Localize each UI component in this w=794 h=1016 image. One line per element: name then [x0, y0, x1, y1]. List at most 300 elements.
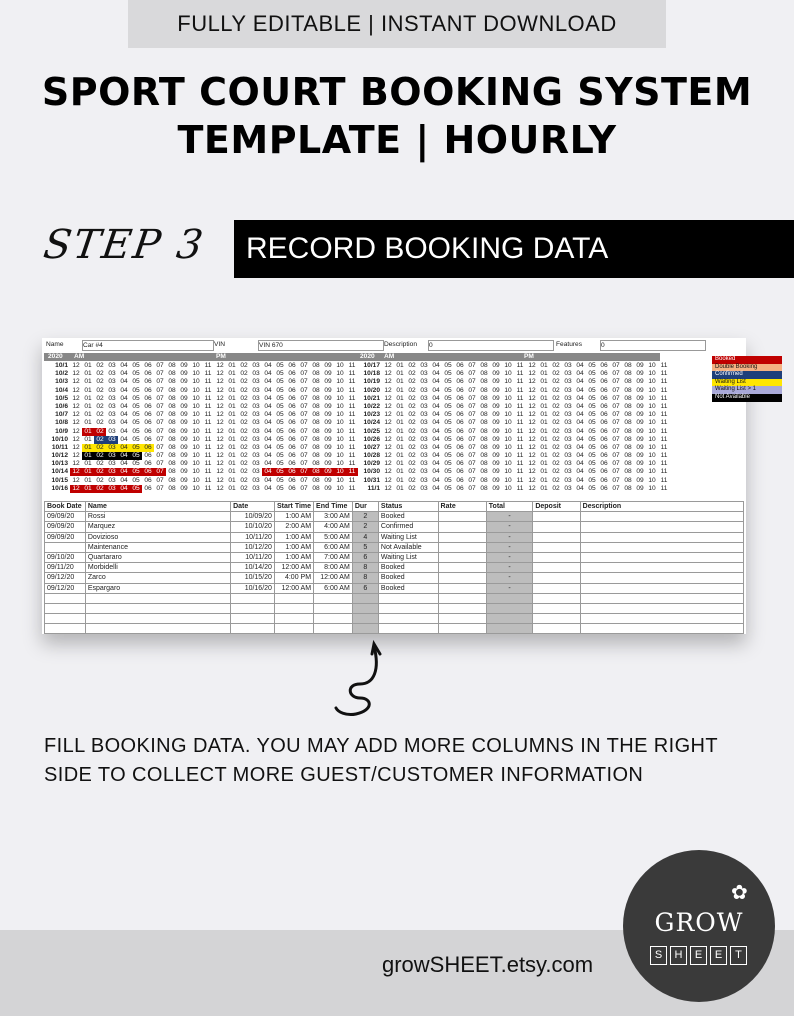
calendar-hour-cell[interactable]: 02 — [552, 452, 560, 460]
calendar-hour-cell[interactable]: 12 — [528, 378, 536, 386]
calendar-hour-cell[interactable]: 08 — [624, 452, 632, 460]
table-cell[interactable]: - — [486, 563, 533, 573]
calendar-hour-cell[interactable]: 08 — [312, 419, 320, 427]
table-cell[interactable] — [231, 624, 275, 634]
calendar-hour-cell[interactable]: 01 — [82, 452, 94, 460]
calendar-hour-cell[interactable]: 09 — [180, 476, 188, 484]
calendar-hour-cell[interactable]: 02 — [552, 476, 560, 484]
calendar-hour-cell[interactable]: 04 — [120, 370, 128, 378]
calendar-hour-cell[interactable]: 12 — [528, 402, 536, 410]
calendar-hour-cell[interactable]: 10 — [192, 443, 200, 451]
table-cell[interactable]: - — [486, 542, 533, 552]
calendar-hour-cell[interactable]: 11 — [660, 394, 668, 402]
table-cell[interactable]: Booked — [378, 583, 438, 593]
calendar-hour-cell[interactable]: 02 — [240, 460, 248, 468]
table-cell[interactable] — [231, 603, 275, 613]
calendar-hour-cell[interactable]: 12 — [216, 468, 224, 476]
calendar-hour-cell[interactable]: 08 — [168, 411, 176, 419]
calendar-hour-cell[interactable]: 03 — [420, 370, 428, 378]
calendar-hour-cell[interactable]: 03 — [564, 370, 572, 378]
calendar-hour-cell[interactable]: 02 — [552, 435, 560, 443]
calendar-hour-cell[interactable]: 05 — [588, 362, 596, 369]
calendar-hour-cell[interactable]: 08 — [624, 386, 632, 394]
calendar-hour-cell[interactable]: 12 — [72, 370, 80, 378]
table-cell[interactable]: 5:00 AM — [314, 532, 353, 542]
calendar-hour-cell[interactable]: 05 — [130, 485, 142, 493]
calendar-hour-cell[interactable]: 01 — [540, 484, 548, 492]
calendar-hour-cell[interactable]: 09 — [492, 386, 500, 394]
calendar-hour-cell[interactable]: 06 — [288, 411, 296, 419]
calendar-hour-cell[interactable]: 02 — [94, 444, 106, 452]
table-cell[interactable]: 3:00 AM — [314, 512, 353, 522]
calendar-hour-cell[interactable]: 04 — [432, 468, 440, 476]
calendar-hour-cell[interactable]: 10 — [504, 386, 512, 394]
table-cell[interactable] — [533, 522, 580, 532]
calendar-hour-cell[interactable]: 03 — [108, 394, 116, 402]
calendar-hour-cell[interactable]: 05 — [444, 460, 452, 468]
calendar-hour-cell[interactable]: 03 — [564, 394, 572, 402]
calendar-hour-cell[interactable]: 01 — [396, 484, 404, 492]
calendar-hour-cell[interactable]: 09 — [636, 484, 644, 492]
calendar-hour-cell[interactable]: 06 — [144, 484, 152, 492]
table-cell[interactable]: 10/14/20 — [231, 563, 275, 573]
calendar-hour-cell[interactable]: 12 — [528, 435, 536, 443]
calendar-hour-cell[interactable]: 06 — [456, 468, 464, 476]
calendar-hour-cell[interactable]: 09 — [636, 394, 644, 402]
calendar-hour-cell[interactable]: 04 — [576, 411, 584, 419]
calendar-hour-cell[interactable]: 03 — [420, 362, 428, 369]
table-cell[interactable]: 8:00 AM — [314, 563, 353, 573]
table-cell[interactable] — [438, 603, 486, 613]
calendar-hour-cell[interactable]: 06 — [144, 419, 152, 427]
calendar-hour-cell[interactable]: 01 — [228, 435, 236, 443]
calendar-hour-cell[interactable]: 10 — [648, 468, 656, 476]
calendar-hour-cell[interactable]: 03 — [564, 411, 572, 419]
calendar-hour-cell[interactable]: 02 — [408, 435, 416, 443]
calendar-hour-cell[interactable]: 06 — [144, 386, 152, 394]
calendar-hour-cell[interactable]: 09 — [324, 386, 332, 394]
table-cell[interactable] — [533, 603, 580, 613]
table-row[interactable] — [45, 552, 744, 562]
calendar-hour-cell[interactable]: 11 — [660, 370, 668, 378]
calendar-hour-cell[interactable]: 03 — [420, 427, 428, 435]
calendar-hour-cell[interactable]: 09 — [180, 402, 188, 410]
calendar-hour-cell[interactable]: 04 — [432, 419, 440, 427]
table-cell[interactable] — [580, 573, 743, 583]
calendar-hour-cell[interactable]: 12 — [216, 427, 224, 435]
calendar-hour-cell[interactable]: 01 — [228, 411, 236, 419]
calendar-hour-cell[interactable]: 02 — [240, 476, 248, 484]
calendar-hour-cell[interactable]: 02 — [408, 468, 416, 476]
calendar-hour-cell[interactable]: 12 — [72, 378, 80, 386]
calendar-hour-cell[interactable]: 12 — [216, 411, 224, 419]
calendar-hour-cell[interactable]: 07 — [156, 411, 164, 419]
calendar-hour-cell[interactable]: 11 — [204, 443, 212, 451]
calendar-hour-cell[interactable]: 08 — [312, 427, 320, 435]
table-cell[interactable] — [486, 603, 533, 613]
calendar-hour-cell[interactable]: 03 — [252, 452, 260, 460]
calendar-hour-cell[interactable]: 10 — [334, 468, 346, 476]
calendar-hour-cell[interactable]: 02 — [408, 411, 416, 419]
calendar-hour-cell[interactable]: 12 — [216, 484, 224, 492]
calendar-hour-cell[interactable]: 08 — [168, 443, 176, 451]
calendar-hour-cell[interactable]: 08 — [168, 427, 176, 435]
calendar-hour-cell[interactable]: 12 — [72, 476, 80, 484]
calendar-hour-cell[interactable]: 11 — [204, 362, 212, 369]
calendar-hour-cell[interactable]: 12 — [528, 362, 536, 369]
table-cell[interactable] — [45, 603, 86, 613]
calendar-hour-cell[interactable]: 08 — [312, 370, 320, 378]
calendar-hour-cell[interactable]: 04 — [118, 485, 130, 493]
table-cell[interactable]: Not Available — [378, 542, 438, 552]
calendar-hour-cell[interactable]: 01 — [540, 378, 548, 386]
calendar-hour-cell[interactable]: 06 — [600, 468, 608, 476]
calendar-hour-cell[interactable]: 11 — [516, 452, 524, 460]
calendar-hour-cell[interactable]: 12 — [72, 435, 80, 443]
calendar-hour-cell[interactable]: 09 — [636, 378, 644, 386]
calendar-hour-cell[interactable]: 03 — [252, 402, 260, 410]
calendar-hour-cell[interactable]: 05 — [276, 362, 284, 369]
calendar-hour-cell[interactable]: 04 — [264, 443, 272, 451]
table-row[interactable] — [45, 593, 744, 603]
calendar-hour-cell[interactable]: 03 — [252, 476, 260, 484]
calendar-hour-cell[interactable]: 07 — [468, 419, 476, 427]
calendar-hour-cell[interactable]: 10 — [648, 402, 656, 410]
calendar-hour-cell[interactable]: 10 — [648, 484, 656, 492]
calendar-hour-cell[interactable]: 06 — [456, 394, 464, 402]
calendar-hour-cell[interactable]: 09 — [324, 484, 332, 492]
calendar-hour-cell[interactable]: 06 — [600, 427, 608, 435]
calendar-hour-cell[interactable]: 09 — [492, 460, 500, 468]
calendar-hour-cell[interactable]: 08 — [168, 452, 176, 460]
calendar-hour-cell[interactable]: 06 — [456, 386, 464, 394]
calendar-hour-cell[interactable]: 06 — [144, 378, 152, 386]
calendar-hour-cell[interactable]: 04 — [576, 443, 584, 451]
calendar-hour-cell[interactable]: 02 — [408, 394, 416, 402]
table-cell[interactable]: Rossi — [85, 512, 230, 522]
calendar-hour-cell[interactable]: 04 — [576, 419, 584, 427]
calendar-hour-cell[interactable]: 01 — [228, 362, 236, 369]
calendar-hour-cell[interactable]: 07 — [468, 427, 476, 435]
calendar-hour-cell[interactable]: 09 — [324, 370, 332, 378]
calendar-hour-cell[interactable]: 05 — [276, 427, 284, 435]
table-cell[interactable] — [580, 552, 743, 562]
calendar-hour-cell[interactable]: 02 — [240, 427, 248, 435]
table-cell[interactable] — [580, 512, 743, 522]
calendar-hour-cell[interactable]: 05 — [130, 444, 142, 452]
table-cell[interactable]: 6:00 AM — [314, 542, 353, 552]
calendar-hour-cell[interactable]: 03 — [106, 485, 118, 493]
calendar-hour-cell[interactable]: 10 — [336, 394, 344, 402]
calendar-hour-cell[interactable]: 05 — [132, 427, 140, 435]
calendar-hour-cell[interactable]: 08 — [480, 378, 488, 386]
calendar-hour-cell[interactable]: 03 — [564, 435, 572, 443]
calendar-hour-cell[interactable]: 12 — [384, 386, 392, 394]
calendar-hour-cell[interactable]: 09 — [636, 443, 644, 451]
calendar-hour-cell[interactable]: 11 — [204, 419, 212, 427]
calendar-hour-cell[interactable]: 06 — [286, 468, 298, 476]
calendar-hour-cell[interactable]: 06 — [600, 378, 608, 386]
calendar-hour-cell[interactable]: 11 — [204, 411, 212, 419]
calendar-hour-cell[interactable]: 11 — [660, 427, 668, 435]
calendar-hour-cell[interactable]: 09 — [180, 362, 188, 369]
calendar-hour-cell[interactable]: 09 — [636, 370, 644, 378]
calendar-hour-cell[interactable]: 03 — [564, 484, 572, 492]
calendar-hour-cell[interactable]: 06 — [600, 452, 608, 460]
calendar-hour-cell[interactable]: 02 — [408, 386, 416, 394]
calendar-hour-cell[interactable]: 07 — [300, 452, 308, 460]
calendar-hour-cell[interactable]: 05 — [276, 378, 284, 386]
calendar-hour-cell[interactable]: 08 — [312, 411, 320, 419]
calendar-hour-cell[interactable]: 08 — [480, 443, 488, 451]
table-cell[interactable] — [352, 593, 378, 603]
calendar-hour-cell[interactable]: 09 — [180, 468, 188, 476]
calendar-hour-cell[interactable]: 05 — [444, 402, 452, 410]
calendar-hour-cell[interactable]: 09 — [492, 452, 500, 460]
calendar-hour-cell[interactable]: 07 — [300, 476, 308, 484]
calendar-hour-cell[interactable]: 01 — [396, 435, 404, 443]
calendar-hour-cell[interactable]: 11 — [516, 411, 524, 419]
calendar-hour-cell[interactable]: 08 — [480, 484, 488, 492]
calendar-hour-cell[interactable]: 03 — [252, 427, 260, 435]
calendar-hour-cell[interactable]: 01 — [396, 378, 404, 386]
calendar-hour-cell[interactable]: 02 — [96, 476, 104, 484]
calendar-hour-cell[interactable]: 01 — [228, 419, 236, 427]
calendar-hour-cell[interactable]: 12 — [528, 419, 536, 427]
calendar-hour-cell[interactable]: 03 — [108, 402, 116, 410]
calendar-hour-cell[interactable]: 05 — [130, 452, 142, 460]
calendar-hour-cell[interactable]: 01 — [84, 402, 92, 410]
table-cell[interactable] — [580, 583, 743, 593]
calendar-hour-cell[interactable]: 08 — [312, 476, 320, 484]
calendar-hour-cell[interactable]: 04 — [120, 435, 128, 443]
calendar-hour-cell[interactable]: 03 — [252, 378, 260, 386]
calendar-hour-cell[interactable]: 10 — [648, 362, 656, 369]
calendar-hour-cell[interactable]: 07 — [156, 362, 164, 369]
table-cell[interactable]: - — [486, 583, 533, 593]
calendar-hour-cell[interactable]: 02 — [552, 484, 560, 492]
table-cell[interactable] — [378, 593, 438, 603]
table-cell[interactable] — [274, 614, 313, 624]
table-cell[interactable] — [85, 593, 230, 603]
calendar-hour-cell[interactable]: 08 — [480, 452, 488, 460]
calendar-hour-cell[interactable]: 05 — [276, 484, 284, 492]
calendar-hour-cell[interactable]: 03 — [420, 484, 428, 492]
calendar-hour-cell[interactable]: 12 — [70, 468, 82, 476]
table-cell[interactable] — [231, 593, 275, 603]
calendar-hour-cell[interactable]: 11 — [660, 402, 668, 410]
calendar-hour-cell[interactable]: 06 — [144, 402, 152, 410]
calendar-hour-cell[interactable]: 01 — [228, 468, 236, 476]
calendar-hour-cell[interactable]: 06 — [456, 484, 464, 492]
calendar-hour-cell[interactable]: 03 — [108, 378, 116, 386]
calendar-hour-cell[interactable]: 11 — [348, 443, 356, 451]
calendar-hour-cell[interactable]: 10 — [336, 435, 344, 443]
table-cell[interactable] — [533, 593, 580, 603]
calendar-hour-cell[interactable]: 11 — [204, 476, 212, 484]
calendar-hour-cell[interactable]: 06 — [144, 394, 152, 402]
calendar-hour-cell[interactable]: 03 — [564, 460, 572, 468]
calendar-hour-cell[interactable]: 08 — [312, 484, 320, 492]
calendar-hour-cell[interactable]: 08 — [168, 378, 176, 386]
calendar-hour-cell[interactable]: 05 — [444, 378, 452, 386]
calendar-hour-cell[interactable]: 06 — [456, 378, 464, 386]
table-cell[interactable] — [314, 593, 353, 603]
calendar-hour-cell[interactable]: 03 — [108, 476, 116, 484]
calendar-hour-cell[interactable]: 06 — [288, 419, 296, 427]
calendar-hour-cell[interactable]: 07 — [612, 370, 620, 378]
table-cell[interactable] — [274, 603, 313, 613]
calendar-hour-cell[interactable]: 01 — [540, 435, 548, 443]
calendar-hour-cell[interactable]: 01 — [84, 362, 92, 369]
calendar-hour-cell[interactable]: 11 — [516, 443, 524, 451]
table-cell[interactable] — [533, 532, 580, 542]
calendar-hour-cell[interactable]: 11 — [204, 452, 212, 460]
calendar-hour-cell[interactable]: 10 — [504, 452, 512, 460]
table-cell[interactable] — [533, 624, 580, 634]
table-cell[interactable] — [378, 624, 438, 634]
calendar-hour-cell[interactable]: 07 — [468, 394, 476, 402]
calendar-hour-cell[interactable]: 04 — [432, 427, 440, 435]
calendar-hour-cell[interactable]: 10 — [192, 460, 200, 468]
calendar-hour-cell[interactable]: 07 — [156, 370, 164, 378]
calendar-hour-cell[interactable]: 06 — [288, 435, 296, 443]
calendar-hour-cell[interactable]: 04 — [432, 435, 440, 443]
calendar-hour-cell[interactable]: 11 — [204, 435, 212, 443]
table-cell[interactable]: 09/11/20 — [45, 563, 86, 573]
calendar-hour-cell[interactable]: 10 — [192, 411, 200, 419]
table-cell[interactable]: 6 — [352, 583, 378, 593]
calendar-hour-cell[interactable]: 12 — [384, 411, 392, 419]
calendar-hour-cell[interactable]: 11 — [346, 468, 358, 476]
calendar-hour-cell[interactable]: 09 — [492, 378, 500, 386]
calendar-hour-cell[interactable]: 11 — [660, 435, 668, 443]
calendar-hour-cell[interactable]: 05 — [588, 468, 596, 476]
calendar-hour-cell[interactable]: 09 — [180, 411, 188, 419]
calendar-hour-cell[interactable]: 08 — [624, 435, 632, 443]
calendar-hour-cell[interactable]: 03 — [420, 402, 428, 410]
table-row[interactable] — [45, 512, 744, 522]
calendar-hour-cell[interactable]: 06 — [600, 460, 608, 468]
calendar-hour-cell[interactable]: 06 — [288, 484, 296, 492]
table-cell[interactable] — [438, 552, 486, 562]
calendar-hour-cell[interactable]: 07 — [156, 476, 164, 484]
calendar-hour-cell[interactable]: 07 — [300, 402, 308, 410]
calendar-hour-cell[interactable]: 06 — [600, 394, 608, 402]
calendar-hour-cell[interactable]: 03 — [252, 468, 260, 476]
calendar-hour-cell[interactable]: 10 — [648, 411, 656, 419]
table-cell[interactable]: 1:00 AM — [274, 512, 313, 522]
calendar-hour-cell[interactable]: 03 — [564, 419, 572, 427]
calendar-hour-cell[interactable]: 01 — [396, 370, 404, 378]
calendar-hour-cell[interactable]: 01 — [84, 394, 92, 402]
calendar-hour-cell[interactable]: 03 — [252, 484, 260, 492]
calendar-hour-cell[interactable]: 03 — [252, 460, 260, 468]
calendar-hour-cell[interactable]: 05 — [444, 362, 452, 369]
calendar-hour-cell[interactable]: 12 — [528, 452, 536, 460]
calendar-hour-cell[interactable]: 05 — [444, 484, 452, 492]
calendar-hour-cell[interactable]: 07 — [468, 402, 476, 410]
table-row[interactable] — [45, 573, 744, 583]
calendar-hour-cell[interactable]: 09 — [324, 443, 332, 451]
calendar-hour-cell[interactable]: 09 — [492, 484, 500, 492]
calendar-hour-cell[interactable]: 02 — [96, 386, 104, 394]
calendar-hour-cell[interactable]: 10 — [504, 427, 512, 435]
calendar-hour-cell[interactable]: 10 — [504, 476, 512, 484]
calendar-hour-cell[interactable]: 03 — [420, 460, 428, 468]
calendar-hour-cell[interactable]: 08 — [480, 435, 488, 443]
calendar-hour-cell[interactable]: 05 — [444, 370, 452, 378]
table-cell[interactable] — [231, 614, 275, 624]
calendar-hour-cell[interactable]: 05 — [276, 411, 284, 419]
table-row[interactable] — [45, 583, 744, 593]
calendar-hour-cell[interactable]: 06 — [144, 362, 152, 369]
calendar-hour-cell[interactable]: 05 — [588, 386, 596, 394]
calendar-hour-cell[interactable]: 11 — [516, 402, 524, 410]
calendar-hour-cell[interactable]: 06 — [456, 411, 464, 419]
calendar-hour-cell[interactable]: 08 — [480, 370, 488, 378]
table-cell[interactable]: 09/09/20 — [45, 532, 86, 542]
table-cell[interactable]: - — [486, 573, 533, 583]
calendar-hour-cell[interactable]: 05 — [132, 362, 140, 369]
calendar-hour-cell[interactable]: 10 — [336, 443, 344, 451]
table-cell[interactable]: 4:00 AM — [314, 522, 353, 532]
calendar-hour-cell[interactable]: 03 — [564, 468, 572, 476]
calendar-hour-cell[interactable]: 05 — [444, 476, 452, 484]
calendar-hour-cell[interactable]: 07 — [156, 419, 164, 427]
calendar-hour-cell[interactable]: 09 — [324, 378, 332, 386]
calendar-hour-cell[interactable]: 03 — [106, 444, 118, 452]
calendar-hour-cell[interactable]: 08 — [624, 394, 632, 402]
calendar-hour-cell[interactable]: 12 — [528, 386, 536, 394]
calendar-hour-cell[interactable]: 11 — [204, 402, 212, 410]
calendar-hour-cell[interactable]: 01 — [396, 386, 404, 394]
calendar-hour-cell[interactable]: 07 — [300, 362, 308, 369]
calendar-hour-cell[interactable]: 09 — [180, 419, 188, 427]
calendar-hour-cell[interactable]: 02 — [96, 411, 104, 419]
table-cell[interactable]: 09/12/20 — [45, 583, 86, 593]
calendar-hour-cell[interactable]: 11 — [348, 402, 356, 410]
calendar-hour-cell[interactable]: 05 — [276, 443, 284, 451]
calendar-hour-cell[interactable]: 05 — [130, 468, 142, 476]
table-cell[interactable]: Morbidelli — [85, 563, 230, 573]
table-cell[interactable] — [352, 614, 378, 624]
calendar-hour-cell[interactable]: 11 — [204, 484, 212, 492]
calendar-hour-cell[interactable]: 01 — [82, 468, 94, 476]
calendar-hour-cell[interactable]: 01 — [396, 476, 404, 484]
calendar-hour-cell[interactable]: 11 — [516, 484, 524, 492]
calendar-hour-cell[interactable]: 11 — [204, 394, 212, 402]
calendar-hour-cell[interactable]: 07 — [300, 386, 308, 394]
calendar-hour-cell[interactable]: 04 — [576, 476, 584, 484]
calendar-hour-cell[interactable]: 07 — [612, 378, 620, 386]
calendar-hour-cell[interactable]: 10 — [648, 476, 656, 484]
calendar-hour-cell[interactable]: 12 — [72, 443, 80, 451]
calendar-hour-cell[interactable]: 01 — [228, 460, 236, 468]
calendar-hour-cell[interactable]: 08 — [168, 370, 176, 378]
table-cell[interactable]: 10/15/20 — [231, 573, 275, 583]
table-cell[interactable] — [438, 522, 486, 532]
calendar-hour-cell[interactable]: 05 — [132, 476, 140, 484]
calendar-hour-cell[interactable]: 06 — [144, 476, 152, 484]
calendar-hour-cell[interactable]: 09 — [492, 468, 500, 476]
calendar-hour-cell[interactable]: 10 — [504, 419, 512, 427]
calendar-hour-cell[interactable]: 04 — [264, 370, 272, 378]
calendar-hour-cell[interactable]: 07 — [300, 370, 308, 378]
calendar-hour-cell[interactable]: 05 — [588, 411, 596, 419]
calendar-hour-cell[interactable]: 09 — [324, 411, 332, 419]
calendar-hour-cell[interactable]: 05 — [444, 394, 452, 402]
